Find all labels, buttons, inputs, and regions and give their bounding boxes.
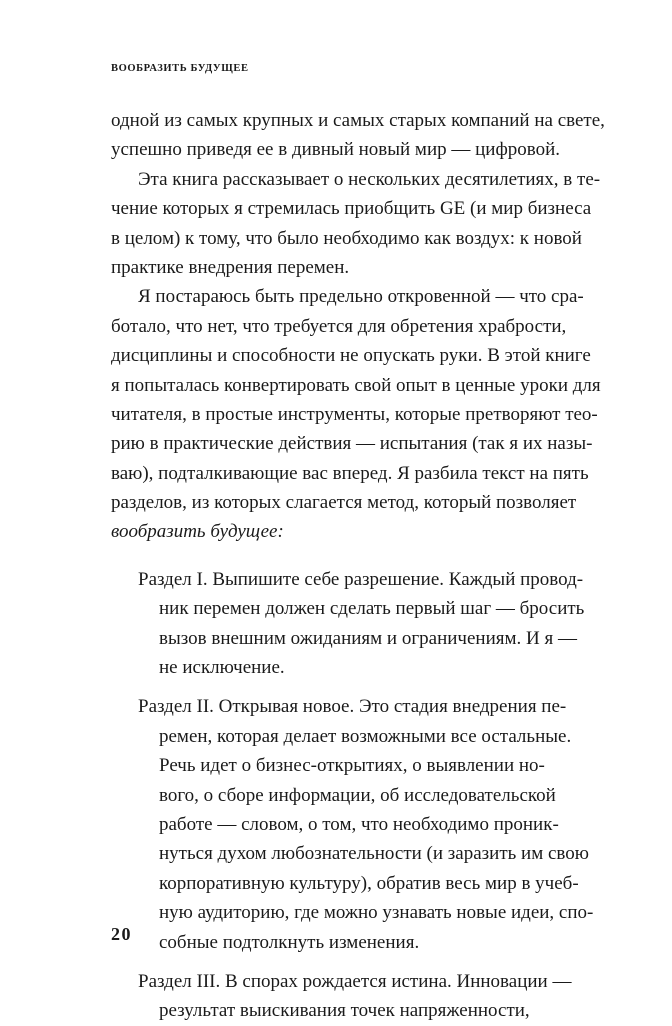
section-2-line: Раздел II. Открывая новое. Это стадия внедрения пе- (138, 696, 567, 718)
section-1-line: вызов внешним ожиданиям и ограничениям. И я — (159, 627, 577, 649)
body-line: ботало, что нет, что требуется для обретения храбрости, (111, 315, 567, 337)
body-line: успешно приведя ее в дивный новый мир — цифровой. (111, 139, 561, 161)
body-line: ваю), подталкивающие вас вперед. Я разбила текст на пять (111, 462, 589, 484)
section-1-line: ник перемен должен сделать первый шаг — бросить (159, 598, 585, 620)
body-line: Эта книга рассказывает о нескольких десятилетиях, в те- (138, 168, 601, 190)
section-2-line: вого, о сборе информации, об исследовательской (159, 784, 556, 806)
section-2-line: собные подтолкнуть изменения. (159, 931, 420, 953)
section-2-line: Речь идет о бизнес-открытиях, о выявлении но- (159, 755, 545, 777)
body-line: я попыталась конвертировать свой опыт в ценные уроки для (111, 374, 601, 396)
body-line: одной из самых крупных и самых старых компаний на свете, (111, 110, 605, 131)
running-title: ВООБРАЗИТЬ БУДУЩЕЕ (111, 63, 249, 74)
section-3-line: результат выискивания точек напряженности, (159, 1000, 530, 1022)
page-number: 20 (111, 924, 132, 944)
section-2-line: нуться духом любознательности (и заразить им свою (159, 843, 589, 865)
page-body (111, 106, 605, 1026)
body-line-italic: вообразить будущее: (111, 521, 284, 543)
section-3-line: Раздел III. В спорах рождается истина. Инновации — (138, 970, 572, 992)
body-line: в целом) к тому, что было необходимо как воздух: к новой (111, 227, 582, 249)
body-line: дисциплины и способности не опускать руки. В этой книге (111, 345, 591, 367)
section-2-line: работе — словом, о том, что необходимо проник- (159, 813, 559, 835)
section-1-line: не исключение. (159, 657, 285, 679)
section-2-line: ную аудиторию, где можно узнавать новые идеи, спо- (159, 902, 594, 924)
body-line: разделов, из которых слагается метод, который позволяет (111, 492, 577, 514)
body-line: практике внедрения перемен. (111, 256, 350, 278)
body-line: читателя, в простые инструменты, которые претворяют тео- (111, 403, 598, 425)
section-1-line: Раздел I. Выпишите себе разрешение. Каждый провод- (138, 568, 584, 590)
section-2-line: ремен, которая делает возможными все остальные. (159, 725, 572, 747)
section-2-line: корпоративную культуру), обратив весь мир в учеб- (159, 872, 579, 894)
body-line: Я постараюсь быть предельно откровенной — что сра- (138, 286, 584, 308)
body-line: рию в практические действия — испытания (так я их назы- (111, 433, 593, 455)
body-line: чение которых я стремилась приобщить GE (и мир бизнеса (111, 198, 592, 220)
